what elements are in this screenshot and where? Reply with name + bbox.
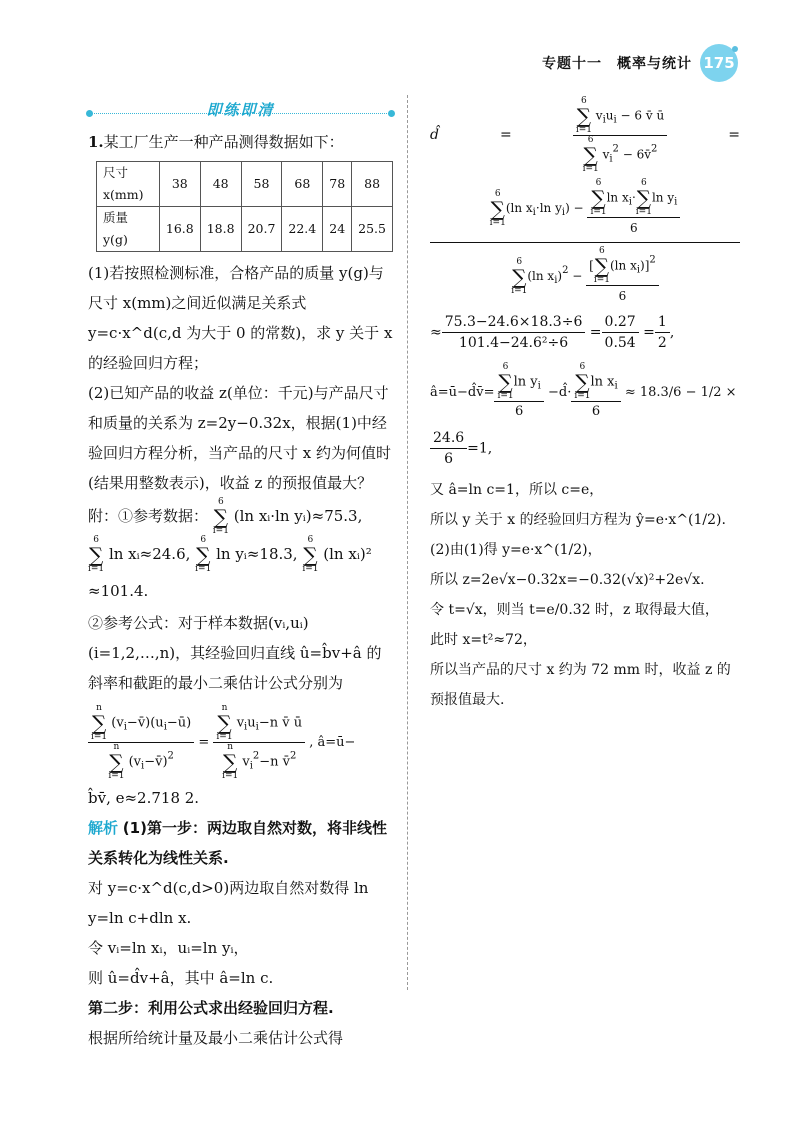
a-hat-result: $\frac{24.6}{6}$ =1, bbox=[430, 428, 740, 469]
solution-line: 令 vᵢ=ln xᵢ，uᵢ=ln yᵢ， bbox=[88, 939, 249, 957]
d-hat-numeric: ≈ $\frac{75.3-24.6\times 18.3\div 6}{\text{101.4−24.6²÷6}}$ = $\frac{0.27}{0.54}$ = $\frac{1}{2}$ , bbox=[430, 314, 675, 351]
section-banner bbox=[88, 95, 393, 121]
solution-line: 令 t=√x，则当 t=e/0.32 时，z 取得最大值， bbox=[430, 602, 719, 618]
column-divider bbox=[407, 95, 408, 990]
right-column bbox=[430, 95, 740, 715]
left-column bbox=[88, 95, 393, 1053]
section-title: 即练即清 bbox=[206, 101, 275, 119]
table-row: 尺寸 x(mm) 38 48 58 68 78 88 bbox=[97, 162, 393, 207]
regression-equation: 所以 y 关于 x 的经验回归方程为 ŷ=e·x^(1/2). bbox=[430, 512, 726, 528]
d-hat-formula: d̂ = 6 ∑ i=1 $v_iu_i - 6$ v̄ ū 6 ∑ i=1 $v_i^2$ − 6v̄$^2$ = bbox=[430, 95, 740, 174]
question-2: (2)已知产品的收益 z(单位：千元)与产品尺寸和质量的关系为 z=2y−0.32x，根据(1)中经验回归方程分析，当产品的尺寸 x 约为何值时(结果用整数表示)，收益 z 的预报值最大？ bbox=[88, 384, 391, 492]
reference-formula-intro: ②参考公式：对于样本数据(vᵢ,uᵢ)(i=1,2,…,n)，其经验回归直线 û=b̂v+â 的斜率和截距的最小二乘估计公式分别为 bbox=[88, 614, 382, 692]
reference-data: 附：①参考数据： 6 ∑ i=1 (ln xᵢ·ln yᵢ)≈75.3, 6 ∑ i=1 ln xᵢ≈24.6, 6 ∑ i=1 ln yᵢ≈18.3, 6 ∑ i=1 (ln xᵢ)² ≈101.4. bbox=[88, 497, 372, 600]
problem-number: 1. bbox=[88, 133, 104, 151]
solution-line: (2)由(1)得 y=e·x^(1/2)， bbox=[430, 542, 602, 558]
page-header bbox=[542, 44, 738, 82]
data-table bbox=[96, 161, 393, 252]
solution-step-1: 解析 (1)第一步：两边取自然对数，将非线性关系转化为线性关系. bbox=[88, 819, 387, 867]
row-label-size: 尺寸 x(mm) bbox=[97, 162, 160, 207]
problem-stem: 1.某工厂生产一种产品测得数据如下： bbox=[88, 133, 344, 151]
solution-line: 根据所给统计量及最小二乘估计公式得 bbox=[88, 1029, 344, 1047]
solution-line: 又 â=ln c=1，所以 c=e， bbox=[430, 482, 604, 498]
least-squares-formula: n ∑ i=1 $(v_i-v̄)(u_i-ū)$ n ∑ i=1 $(v_i-v̄)^2$ = n ∑ i=1 $v_iu_i-n$ v̄ ū n ∑ i=1 $v_i^2-n$ v̄$^2$ , â=ū− bbox=[88, 704, 393, 781]
solution-label: 解析 bbox=[88, 819, 119, 837]
page-number-badge: 175 bbox=[700, 44, 738, 82]
d-hat-expanded: 6 ∑ i=1(ln $x_i\cdot\ln$ $y_i$) − 6 ∑ i=1ln $x_i\cdot 6$ ∑ i=1ln $y_i$ 6 6 ∑ i=1(ln $x_i)^2$ − [6 ∑ i=1(ln $x_i)]^2$ 6 bbox=[430, 179, 740, 306]
row-label-mass: 质量 y(g) bbox=[97, 207, 160, 252]
chapter-title: 专题十一 概率与统计 bbox=[542, 56, 692, 72]
formula-tail: b̂v̄, e≈2.718 2. bbox=[88, 789, 200, 807]
solution-line: 对 y=c·x^d(c,d>0)两边取自然对数得 ln y=ln c+dln x. bbox=[88, 879, 369, 927]
question-1: (1)若按照检测标准，合格产品的质量 y(g)与尺寸 x(mm)之间近似满足关系式 y=c·x^d(c,d 为大于 0 的常数)，求 y 关于 x 的经验回归方程； bbox=[88, 264, 393, 372]
solution-line: 所以 z=2e√x−0.32x=−0.32(√x)²+2e√x. bbox=[430, 572, 705, 588]
table-row: 质量 y(g) 16.8 18.8 20.7 22.4 24 25.5 bbox=[97, 207, 393, 252]
a-hat-formula: â=ū−d̂v̄= 6 ∑ i=1ln $y_i$ 6 −d̂· 6 ∑ i=1ln $x_i$ 6 ≈ 18.3/6 − 1/2 × bbox=[430, 363, 740, 422]
solution-line: 此时 x=t²≈72， bbox=[430, 632, 537, 648]
solution-line: 则 û=d̂v+â，其中 â=ln c. bbox=[88, 969, 274, 987]
conclusion: 所以当产品的尺寸 x 约为 72 mm 时，收益 z 的预报值最大. bbox=[430, 662, 731, 708]
solution-step-2: 第二步：利用公式求出经验回归方程. bbox=[88, 999, 334, 1017]
